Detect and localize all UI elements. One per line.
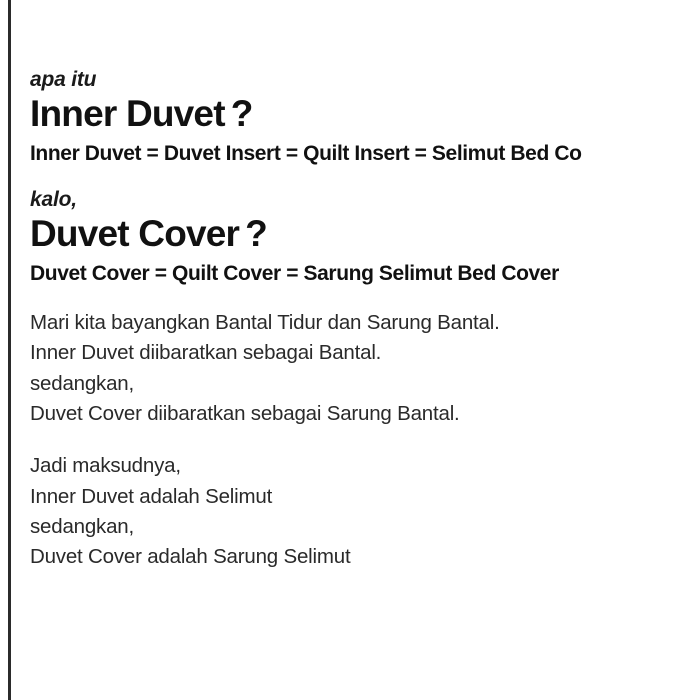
paragraph-one-line-3: sedangkan,	[30, 371, 135, 395]
section-one-headline-text: Inner Duvet	[30, 93, 225, 135]
section-one-headline	[30, 95, 700, 134]
section-one-eyebrow: apa itu	[30, 68, 97, 91]
section-two-eyebrow: kalo,	[30, 188, 77, 212]
paragraph-spacer	[30, 429, 700, 451]
paragraph-one-line-2: Inner Duvet diibaratkan sebagai Bantal.	[30, 341, 382, 365]
section-inner-duvet	[30, 68, 700, 166]
left-edge-rule	[8, 0, 11, 700]
paragraph-two-line-3: sedangkan,	[30, 515, 135, 539]
section-two-question-mark: ?	[245, 213, 267, 255]
paragraph-two-line-4: Duvet Cover adalah Sarung Selimut	[30, 545, 351, 569]
paragraph-analogy	[30, 308, 700, 429]
paragraph-one-line-4: Duvet Cover diibaratkan sebagai Sarung Bantal.	[30, 402, 460, 426]
section-two-headline	[30, 215, 700, 254]
section-one-equation: Inner Duvet = Duvet Insert = Quilt Insert = Selimut Bed Co	[30, 141, 582, 165]
section-duvet-cover	[30, 188, 700, 286]
section-two-headline-text: Duvet Cover	[30, 213, 240, 255]
paragraph-one-line-1: Mari kita bayangkan Bantal Tidur dan Sarung Bantal.	[30, 311, 500, 335]
document-content	[30, 0, 700, 700]
paragraph-two-line-1: Jadi maksudnya,	[30, 454, 181, 478]
section-two-equation: Duvet Cover = Quilt Cover = Sarung Selimut Bed Cover	[30, 262, 559, 286]
paragraph-two-line-2: Inner Duvet adalah Selimut	[30, 484, 273, 508]
section-one-question-mark: ?	[230, 93, 253, 135]
paragraph-conclusion	[30, 451, 700, 572]
